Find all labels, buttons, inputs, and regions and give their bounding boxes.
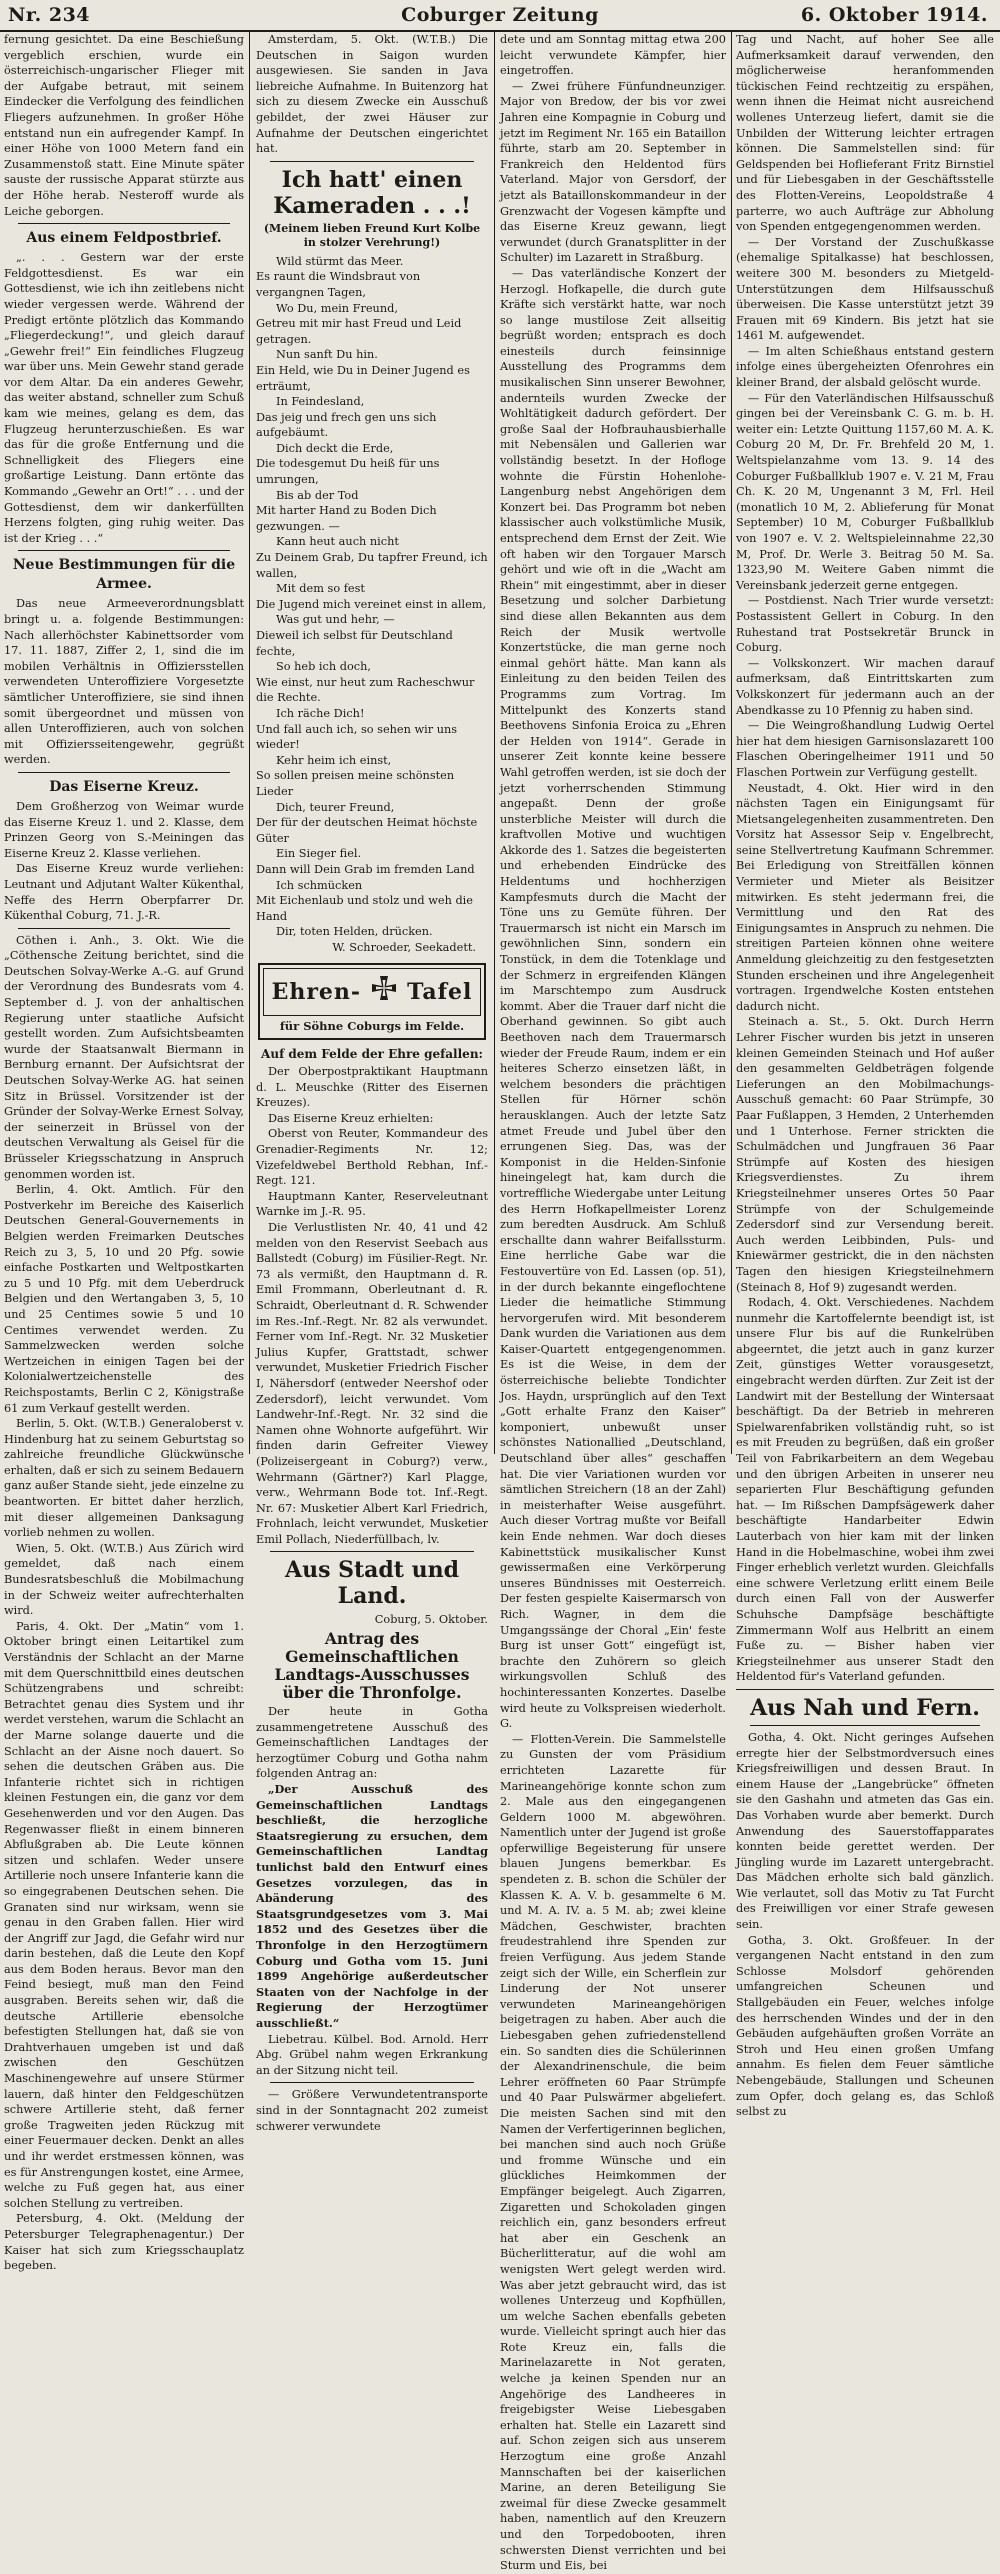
poem-line: Dich deckt die Erde, [276,441,394,455]
news-item: — Flotten-Verein. Die Sammelstelle zu Gunsten der vom Präsidium errichteten Lazarette für Marineangehörige konnte schon zum 2. Male aus den eingegangenen Geldern 1000 M. abgewöhren. Namentlich unter der Jugend ist große opferwillige Begeisterung für unsere blauen Jungens bemerkbar. Es spendeten z. B. schon die Schüler der Klassen K. A. V. b. gesammelte 6 M. und M. A. IV. a. 5 M. ab; zwei kleine Mädchen, Geschwister, brachten freudestrahlend ihre Spenden zur freien Verfügung. Aus jedem Stande zeigt sich der Wille, ein Scherflein zur Linderung der Not unserer verwundeten Marineangehörigen beigetragen zu haben. Aber auch die Liebesgaben gehen zufriedenstellend ein. So sandten dies die Schülerinnen der Alexandrinenschule, die beim Lehrer eröffneten 60 Paar Strümpfe und 40 Paar Pulswärmer abgeliefert. Die meisten Sachen sind mit den Namen der Verfertigerinnen beglichen, bei manchen sind auch noch Grüße und fromme Wünsche und ein glückliches Heimkommen der Empfänger beigelegt. Auch Zigarren, Zigaretten und Schokoladen gingen reichlich ein, ganz besonders erfreut hat aber ein Geschenk an Bücherlitteratur, auf die wohl am wenigsten Wert gelegt werden wird. Was aber jetzt gebraucht wird, das ist wollenes Unterzeug und Kopfhüllen, um welche Sachen ebenfalls gebeten wurde. Vielleicht springt auch hier das Rote Kreuz ein, falls die Marinelazarette in Not geraten, welche ja keinen Spenden nur an Angehörige des Landheeres in freigebigster Weise Liebesgaben erhalten hat. Stelle ein Lazarett sind auf. Schon zeigen sich aus unserem Herzogtum eine große Anzahl Mannschaften bei der kaiserlichen Marine, an deren Beteiligung Sie zweimal für diese Zwecke gesammelt haben, namentlich auf den Kreuzern und den Torpedobooten, ihren schwersten Dienst verrichten und bei Sturm und Eis, bei [500,1732,726,2573]
poem-line: Mit dem so fest [276,582,365,596]
poem-line: Der für der deutschen Heimat höchste Güter [256,816,478,845]
news-item: Wien, 5. Okt. (W.T.B.) Aus Zürich wird gemeldet, daß nach einem Bundesratsbeschluß die Mobilmachung in der Schweiz weiter aufrechterhalten wird. [4,1541,244,1618]
news-item: — Die Weingroßhandlung Ludwig Oertel hier hat dem hiesigen Garnisonslazarett 100 Flaschen Oberingelheimer 1911 und 50 Flaschen Portwein zur Verfügung gestellt. [736,719,994,779]
poem-line: Mit Eichenlaub und stolz und weh die Hand [256,894,473,923]
article-text: Der Oberpostpraktikant Hauptmann d. L. Meuschke (Ritter des Eisernen Kreuzes). [256,1065,488,1110]
column-divider [249,32,250,1454]
article-heading: Neue Bestimmungen für die Armee. [12,557,236,593]
article-text: „. . . Gestern war der erste Feldgottesdienst. Es war ein Gottesdienst, wie ich ihn zeitlebens nicht wieder vergessen werde. Während der Predigt ertönte plötzlich das Kommando „Fliegerdeckung!“, und gleich darauf „Gewehr frei!“ Ein feindliches Flugzeug war über uns. Mein Gewehr stand gerade vor dem Altar. Da ein anderes Gewehr, das weiter abstand, schneller zum Schuß kam wie meines, gelang es dem, das Flugzeug herunterzuschießen. Es war das für die große Entfernung und die Schnelligkeit des Fliegers eine großartige Leistung. Dann ertönte das Kommando „Gewehr an Ort!“ . . . und der Gottesdienst, dem wir dankerfüllten Herzens folgten, ging ruhig weiter. Das ist der Krieg . . .“ [4,251,244,545]
news-item: — Postdienst. Nach Trier wurde versetzt: Postassistent Gellert in Coburg. In den Ruhestand trat Postsekretär Brunck in Coburg. [736,594,994,655]
poem-line: Die todesgemut Du heiß für uns umrungen, [256,457,440,487]
poem-line: Was gut und hehr, — [276,613,395,627]
poem-line: Mit harter Hand zu Boden Dich gezwungen. — [256,504,437,533]
article-text: Dem Großherzog von Weimar wurde das Eiserne Kreuz 1. und 2. Klasse, dem Prinzen Georg von S.-Meiningen das Eiserne Kreuz 2. Klasse verliehen. [4,799,244,860]
article-text: Hauptmann Kanter, Reserveleutnant Warnke im J.-R. 95. [256,1189,488,1219]
poem-line: Wild stürmt das Meer. [276,254,404,268]
poem-line: Ein Held, wie Du in Deiner Jugend es erträumt, [256,363,470,393]
masthead [0,0,1000,32]
ehren-tafel-subtitle: für Söhne Coburgs im Felde. [279,1019,465,1034]
issue-date: 6. Oktober 1914. [800,4,988,26]
ehren-tafel-right: Tafel [407,978,473,1005]
poem-line: Dann will Dein Grab im fremden Land [256,862,475,876]
article-heading: Aus einem Feldpostbrief. [26,230,222,247]
news-item: Rodach, 4. Okt. Verschiedenes. Nachdem nunmehr die Kartoffelernte beendigt ist, ist unsere Flur bis auf die Runkelrüben abgeerntet, die jetzt auch in ganz kurzer Zeit, günstiges Wetter vorausgesetzt, eingebracht werden dürften. Zur Zeit ist der Landwirt mit der Bestellung der Wintersaat beschäftigt. Da der Betrieb in mehreren Spielwarenfabriken vollständig ruht, so ist es mit Freuden zu begrüßen, daß ein großer Teil von Fabrikarbeitern an dem Wegebau und den übrigen Arbeiten in unserer neu separierten Flur Beschäftigung gefunden hat. — Im Rißschen Dampfsägewerk daher beschäftigte Handarbeiter Edwin Lauterbach von hier kam mit der linken Hand in die Hobelmaschine, wobei ihm zwei Finger erheblich verletzt wurden. Gleichfalls eine schwere Verletzung erlitt einem Beile durch einen Fall von der Auswerfer Schuhsche Dampfsäge beschäftigte Zimmermann Wolf aus Helbritt an einem Fuße zu. — Bisher haben vier Kriegsteilnehmer aus unserer Stadt den Heldentod für's Vaterland gefunden. [736,1296,994,1684]
news-item: — Volkskonzert. Wir machen darauf aufmerksam, daß Eintrittskarten zum Volkskonzert für jedermann auch an der Abendkasse zu 10 Pfennig zu haben sind. [736,656,994,717]
poem-line: Ein Sieger fiel. [276,847,362,861]
article-text: Der heute in Gotha zusammengetretene Ausschuß des Gemeinschaftlichen Landtages der herzogtümer Coburg und Gotha nahm folgenden Antrag an: [256,1705,488,1781]
news-item: Amsterdam, 5. Okt. (W.T.B.) Die Deutschen in Saigon wurden ausgewiesen. Sie sanden in Java liebreiche Aufnahme. In Buitenzorg hat sich zu diesem Zwecke ein Ausschuß gebildet, der zwei Häuser zur Aufnahme der Deutschen eingerichtet hat. [256,33,488,156]
news-item: — Größere Verwundetentransporte sind in der Sonntagnacht 202 zumeist schwerer verwundete [256,2088,488,2133]
article-text: Die Verlustlisten Nr. 40, 41 und 42 melden von den Reservist Seebach aus Ballstedt (Coburg) im Füsilier-Regt. Nr. 73 als vermißt, den Hauptmann d. R. Emil Frommann, Oberleutnant d. R. Schraidt, Oberleutnant d. R. Schwender im Res.-Inf.-Regt. Nr. 82 als verwundet. Ferner vom Inf.-Regt. Nr. 32 Musketier Julius Kupfer, Grattstadt, schwer verwundet, Musketier Friedrich Fischer I, Nähersdorf (entweder Neershof oder Zedersdorf), leicht verwundet. Vom Landwehr-Inf.-Regt. Nr. 32 sind die Namen ohne Wohnorte aufgeführt. Wir finden darin Gefreiter Viewey (Polizeisergeant in Coburg?) verw., Wehrmann (Gärtner?) Karl Plagge, verw., Wehrmann Bode tot. Inf.-Regt. Nr. 67: Musketier Albert Karl Friedrich, Frohnlach, leicht verwundet, Musketier Emil Pollach, Niederfüllbach, lv. [256,1221,488,1546]
section-title: Aus Stadt und Land. [285,1557,459,1610]
news-item: — Zwei frühere Fünfundneunziger. Major von Bredow, der bis vor zwei Jahren eine Kompagnie in Coburg und jetzt im Regiment Nr. 165 ein Bataillon führte, starb am 20. September in Frankreich den Heldentod fürs Vaterland. Major von Gersdorf, der jetzt als Bataillonskommandeur in der Grenzwacht der Vogesen kämpfte und das Eiserne Kreuz gewann, liegt verwundet (durch Granatsplitter in der Schulter) im Lazarett in Straßburg. [500,79,726,265]
news-item: Gotha, 3. Okt. Großfeuer. In der vergangenen Nacht entstand in den zum Schlosse Molsdorf gehörenden umfangreichen Scheunen und Stallgebäuden ein Feuer, welches infolge des herrschenden Windes und der in den Gebäuden aufgehäuften großen Vorräte an Stroh und Heu einen großen Umfang annahm. Es fielen dem Feuer sämtliche Nebengebäude, Stallungen und Scheunen zum Opfer, doch gelang es, das Schloß selbst zu [736,1933,994,2119]
column-3 [500,32,726,2573]
article-text: „Der Ausschuß des Gemeinschaftlichen Landtags beschließt, die herzogliche Staatsregierung zu ersuchen, dem Gemeinschaftlichen Landtag tunlichst bald den Entwurf eines Gesetzes vorzulegen, das in Abänderung des Staatsgrundgesetzes vom 3. Mai 1852 und des Gesetzes über die Thronfolge in den Herzogtümern Coburg und Gotha vom 15. Juni 1899 Angehörige außerdeutscher Staaten von der Nachfolge in der Regierung der Herzogtümer ausschließt.“ [256,1782,488,2030]
article-text: fernung gesichtet. Da eine Beschießung vergeblich erschien, wurde ein österreichisch-ungarischer Flieger mit der Aufgabe betraut, mit seinem Eindecker die Verfolgung des feindlichen Fliegers aufzunehmen. In großer Höhe entstand nun ein aufregender Kampf. In einer Höhe von 1000 Metern fand ein Zusammenstoß statt. Eine Minute später sauste der russische Apparat stürzte aus der Höhe herab. Nesteroff wurde als Leiche geborgen. [4,33,244,218]
dateline: Coburg, 5. Oktober. [374,1613,488,1627]
divider [18,550,230,551]
news-item: Gotha, 4. Okt. Nicht geringes Aufsehen erregte hier der Selbstmordversuch eines Kriegsfreiwilligen und dessen Braut. In einem Hause der „Langebrücke“ öffneten sie den Gashahn und atmeten das Gas ein. Das Vorhaben wurde aber bemerkt. Durch Anwendung des Sauerstoffapparates konnten beide gerettet werden. Der Jüngling wurde im Lazarett untergebracht. Das Mädchen erholte sich bald gänzlich. Wie verlautet, soll das Motiv zu Tat Furcht des Freiwilligen vor einer Strafe gewesen sein. [736,1730,994,1932]
poem-dedication: (Meinem lieben Freund Kurt Kolbe in stolzer Verehrung!) [263,221,481,249]
poem-line: Getreu mit mir hast Freud und Leid getragen. [256,317,462,346]
news-item: Petersburg, 4. Okt. (Meldung der Petersburger Telegraphenagentur.) Der Kaiser hat sich zum Kriegsschauplatz begeben. [4,2212,244,2273]
poem-author: W. Schroeder, Seekadett. [332,940,476,954]
poem-line: Ich räche Dich! [276,706,365,720]
news-item: — Für den Vaterländischen Hilfsausschuß gingen bei der Vereinsbank C. G. m. b. H. weiter ein: Letzte Quittung 1157,60 M. A. K. Coburg 20 M, Dr. Fr. Brehfeld 20 M, 1. Weltspielanzahme vom 13. 9. 14 des Coburger Fußballklub 1907 e. V. 21 M, Frau Ch. K. 20 M, Ungenannt 3 M, Frl. Heil (monatlich 10 M, 2. Ablieferung für Monat September) 10 M, Coburger Fußballklub von 1907 e. V. 2. Weltspieleinnahme 22,30 M, Prof. Dr. Werle 3. Beitrag 50 M. Sa. 1323,90 M. Weitere Gaben nimmt die Vereinsbank jederzeit gerne entgegen. [736,391,994,592]
column-divider [731,32,732,1454]
news-item: Berlin, 4. Okt. Amtlich. Für den Postverkehr im Bereiche des Kaiserlich Deutschen General-Gouvernements in Belgien werden Freimarken Deutsches Reich zu 3, 5, 10 und 20 Pfg. sowie einfache Postkarten und Weltpostkarten zu 5 und 10 Pfg. mit dem Ueberdruck Belgien und den Wertangaben 3, 5, 10 und 25 Centimes sowie 5 und 10 Centimes verwendet werden. Zu Sammelzwecken werden solche Wertzeichen in einigen Tagen bei der Kolonialwertzeichenstelle des Reichspostamts, Berlin C 2, Königstraße 61 zum Verkauf gestellt werden. [4,1183,244,1415]
divider [18,772,230,773]
poem-line: Es raunt die Windsbraut von vergangnen Tagen, [256,270,421,299]
article-heading: Das Eiserne Kreuz. [49,778,199,795]
article-text: Tag und Nacht, auf hoher See alle Aufmerksamkeit darauf verwenden, den möglicherweise heranfommenden tückischen Feind rechtzeitig zu erspähen, wenn ihnen die Heimat nicht ausreichend wollenes Unterzeug liefert, damit sie die Unbilden der Witterung leichter ertragen können. Die Sammelstellen sind: für Geldspenden bei Hoflieferant Fritz Birnstiel und für Liebesgaben in der Geschäftsstelle des Flotten-Vereins, Leopoldstraße 4 parterre, wo auch Aufträge zur Abholung von Spenden entgegengenommen werden. [736,33,994,234]
poem-line: So heb ich doch, [276,660,371,674]
article-text: Das Eiserne Kreuz wurde verliehen: Leutnant und Adjutant Walter Kükenthal, Neffe des Herrn Oberpfarrer Dr. Kükenthal Coburg, 71. J.-R. [4,862,244,923]
divider [270,2082,474,2083]
poem-line: Kehr heim ich einst, [276,753,392,767]
news-item: Berlin, 5. Okt. (W.T.B.) Generaloberst v. Hindenburg hat zu seinem Geburtstag so zahlreiche freundliche Glückwünsche erhalten, daß er sich zu seinem Bedauern ganz außer Stande sieht, jede einzelne zu beantworten. Er bittet daher herzlich, mit dieser allgemeinen Danksagung vorlieb nehmen zu wollen. [4,1417,244,1540]
ehren-tafel-left: Ehren- [271,978,362,1005]
news-item: Steinach a. St., 5. Okt. Durch Herrn Lehrer Fischer wurden bis jetzt in unseren kleinen Gemeinden Steinach und Hof außer den gesammelten Geldbeträgen folgende Lieferungen an den Mobilmachungs-Ausschuß gemacht: 60 Paar Strümpfe, 30 Paar Fußlappen, 3 Hemden, 2 Unterhemden und 1 Unterhose. Ferner strickten die Schulmädchen und Jungfrauen 36 Paar Strümpfe auf Kosten des hiesigen Kriegsverdienstes. Zu ihrem Kriegsteilnehmer unseres Ortes 50 Paar Strümpfe von der Schulgemeinde Zedersdorf sind zur Versendung bereit. Auch werden Leibbinden, Puls- und Kniewärmer gestrickt, die in den nächsten Tagen den hiesigen Kriegsteilnehmern (Steinach 8, Hof 9) zugesandt werden. [736,1015,994,1294]
article-text: dete und am Sonntag mittag etwa 200 leicht verwundete Kämpfer, hier eingetroffen. [500,33,726,78]
column-1 [4,32,244,2273]
poem-line: Und fall auch ich, so sehen wir uns wieder! [256,722,458,752]
article-text: Das Eiserne Kreuz erhielten: [268,1111,434,1125]
poem-line: Kann heut auch nicht [276,535,399,549]
poem-line: Dir, toten Helden, drücken. [276,925,433,939]
section-title: Aus Nah und Fern. [750,1694,980,1721]
divider [270,1551,474,1552]
ehren-tafel-box [258,963,486,1040]
news-item: — Im alten Schießhaus entstand gestern infolge eines übergeheizten Ofenrohres ein kleiner Brand, der alsbald gelöscht wurde. [736,344,994,390]
poem-line: Das jeig und frech gen uns sich aufgebäumt. [256,410,437,440]
poem-line: Dieweil ich selbst für Deutschland fechte, [256,629,453,658]
article-text: Das neue Armeeverordnungsblatt bringt u. a. folgende Bestimmungen: Nach allerhöchster Kabinettsorder vom 17. 11. 1887, Ziffer 2, 1, sind die im mobilen Verhältnis in Offiziersstellen verwendeten Unteroffiziere Vorgesetzte sämtlicher Unteroffiziere, sie sind ihnen somit übergeordnet und müssen von allen Unteroffizieren, auch von solchen mit Offiziersseitengewehr, gegrüßt werden. [4,597,244,767]
issue-number: Nr. 234 [8,4,91,26]
divider [750,1725,980,1726]
poem-line: Wo Du, mein Freund, [276,301,398,315]
poem-line: Nun sanft Du hin. [276,348,378,362]
article-text: Oberst von Reuter, Kommandeur des Grenadier-Regiments Nr. 12; Vizefeldwebel Berthold Rebhan, Inf.-Regt. 121. [256,1127,488,1188]
news-item: — Das vaterländische Konzert der Herzogl. Hofkapelle, die durch gute Kräfte sich verstärkt hatte, war noch so lange mustilose Zeit allseitig begrüßt worden; entsprach es doch einesteils durch feinsinnige Ausstellung des Programms dem musikalischen Sinn unserer Bewohner, andernteils wurden Zwecke der Wohltätigkeit dadurch gefördert. Der große Saal der Hofbrauhausbierhalle mit Nebensälen und Gallerien war vollständig besetzt. In der Hofloge wohnte die Fürstin Hohenlohe-Langenburg nebst Angehörigen dem Konzert bei. Das Programm bot neben klassischer auch volkstümliche Musik, entsprechend dem Ernst der Zeit. Wie oft haben wir den Torgauer Marsch gehört und wie oft in die „Wacht am Rhein“ mit eingestimmt, aber in dieser Besetzung und solcher Darbietung sind diese allen Bekannten aus dem Reich der Musik wertvolle Konzertstücke, die man gerne noch einmal gehört hätte. Man kann als Einleitung zu den beiden Teilen des Programms zum Vortrag. Im Mittelpunkt des Konzerts stand Beethovens Sinfonia Eroica zu „Ehren der Helden von 1914“. Gerade in unserer Zeit konnte keine bessere Wahl getroffen werden, ist sie doch der jetzt vorherrschenden Stimmung angepaßt. Denn der große unsterbliche Meister will durch die kraftvollen Motive und wuchtigen Akkorde des 1. Satzes die begeisterten und erhebenden Eindrücke des Heldentums und hochherzigen Kampfesmuts durch die Macht der Töne uns zu Gemüte führen. Der Trauermarsch ist nicht ein Marsch im gewöhnlichen Sinn, sondern ein Tonstück, in dem die Totenklage und der Schmerz in ergreifenden Klängen im Marschtempo zum Ausdruck kommt. Aber die Trauer darf nicht die Oberhand gewinnen. So gibt auch Beethoven nach dem Trauermarsch wieder der Freude Raum, indem er ein heiteres Scherzo einsetzen läßt, in welchem besonders die prächtigen Stellen für Hörner schön herausklangen. Auch der letzte Satz atmet Freude und Jubel über den errungenen Sieg. Das, was der Komponist in die Helden-Sinfonie hineingelegt hat, kam durch die vortreffliche Wiedergabe unter Leitung des Herrn Hofkapellmeister Lorenz zum beredten Ausdruck. Am Schluß erschallte dann wahrer Beifallssturm. Eine herrliche Gabe war die Festouvertüre von Ed. Lassen (op. 51), in der durch bekannte eingeflochtene Lieder die heimatliche Stimmung hervorgerufen wird. Mit besonderem Dank wurden die Variationen aus dem Kaiser-Quartett entgegengenommen. Es ist die Weise, in dem der österreichische beliebte Tondichter Jos. Haydn, ursprünglich auf den Text „Gott erhalte Franz den Kaiser“ komponiert, unbewußt unser schönstes Nationallied „Deutschland, Deutschland über alles“ geschaffen hat. Die vier Variationen wurden vor sämtlichen Streichern (18 an der Zahl) in meisterhafter Weise ausgeführt. Auch dieser Vortrag mußte vor Beifall kein Ende nehmen. War doch dieses Kabinettstück musikalischer Kunst gewissermaßen eine Verkörperung unseres Bündnisses mit Oesterreich. Der festen gespielte Kaisermarsch von Rich. Wagner, in dem die Umgangssänge der Choral „Ein' feste Burg ist unser Gott“ eingefügt ist, brachte den Zuhörern so gleich wirkungsvollen Schluß des hochinteressanten Konzertes. Daselbe wird heute zu Volkspreisen wiederholt. G. [500,266,726,1731]
news-item: Paris, 4. Okt. Der „Matin“ vom 1. Oktober bringt einen Leitartikel zum Verständnis der Schlacht an der Marne mit dem Querschnittbild eines deutschen Schützengrabens und schreibt: Betrachtet genau dies System und ihr werdet verstehen, warum die Schlacht an der Marne solange dauerte und die Schlacht an der Aisne noch dauert. So sehen die deutschen Gräben aus. Die Infanterie richtet sich in richtigen kleinen Festungen ein, die ganz vor dem Gesehenwerden und vor den Augen. Das Regenwasser fließt in einem binneren Abflußgraben ab. Die Leute können sitzen und schlafen. Weder unsere Artillerie noch unsere Infanterie kann die so eingegrabenen Deutschen sehen. Die Granaten sind nur wirksam, wenn sie genau in den Graben fallen. Hier wird der Angriff zur Jagd, die Gefahr wird nur darin bestehen, daß die Leute den Kopf aus dem Boden heraus. Bevor man den Feind besiegt, muß man den Feind ausgraben. Bereits sehen wir, daß die deutsche Artillerie ebensolche befestigten Stellungen hat, daß sie von Drahtverhauen umgeben ist und daß zwischen den Geschützen Maschinengewehre auf unsere Stürmer lauern, daß hinter den Feldgeschützen schwere Artillerie steht, daß ferner große Tragweiten jeden Rückzug mit einer Feuermauer decken. Denkt an alles und ihr werdet erstmessen können, was es für Anstrengungen kostet, eine Armee, welche zu Fuß gegen hat, aus einer solchen Stellung zu vertreiben. [4,1619,244,2210]
poem-line: In Feindesland, [276,395,365,409]
divider [736,1689,994,1690]
poem-title: Ich hatt' einen Kameraden . . .! [273,166,471,219]
divider [18,928,230,929]
poem-line: Die Jugend mich vereinet einst in allem, [256,597,487,611]
column-divider [494,32,495,1454]
poem-line: Bis ab der Tod [276,488,359,502]
poem-line: Zu Deinem Grab, Du tapfrer Freund, ich wallen, [256,551,488,580]
column-2 [256,32,488,2133]
article-heading: Antrag des Gemeinschaftlichen Landtags-Ausschusses über die Thronfolge. [274,1629,470,1703]
section-heading: Auf dem Felde der Ehre gefallen: [261,1047,483,1062]
newspaper-title: Coburger Zeitung [401,4,599,26]
divider [18,223,230,224]
article-text: Liebetrau. Külbel. Bod. Arnold. Herr Abg. Grübel nahm wegen Erkrankung an der Sitzung nicht teil. [256,2032,488,2077]
poem-line: Dich, teurer Freund, [276,800,395,814]
poem [256,254,488,940]
poem-line: Wie einst, nur heut zum Racheschwur die Rechte. [256,675,475,705]
poem-line: So sollen preisen meine schönsten Lieder [256,769,455,798]
column-4 [736,32,994,2119]
poem-line: Ich schmücken [276,878,363,892]
iron-cross-icon [367,975,401,1009]
news-item: Cöthen i. Anh., 3. Okt. Wie die „Cöthensche Zeitung berichtet, sind die Deutschen Solvay-Werke A.-G. auf Grund der Verordnung des Bundesrats vom 4. September d. J. von der anhaltischen Regierung unter staatliche Aufsicht gestellt worden. Zum Aufsichtsbeamten wurde der Staatsanwalt Biermann in Bernburg ernannt. Der Aufsichtsrat der Deutschen Solvay-Werke AG. hat seinen Sitz in Brüssel. Vorsitzender ist der Gründer der Solvay-Werke Ernest Solvay, der seinerzeit in Brüssel von der deutschen Verwaltung als Geisel für die Brüsseler Kriegsschatzung in Anspruch genommen worden ist. [4,933,244,1181]
news-item: Neustadt, 4. Okt. Hier wird in den nächsten Tagen ein Einigungsamt für Mietsangelegenheiten zusammentreten. Den Vorsitz hat Assessor Seip v. Engelbrecht, seine Stellvertretung Kaufmann Schremmer. Bei Erledigung von Streitfällen können Vermieter und Mieter als Beisitzer mitwirken. Es steht jedermann frei, die Vermittlung und den Rat des Einigungsamtes in Anspruch zu nehmen. Die streitigen Parteien können ohne weitere Anmeldung gleichzeitig zu den festgesetzten Stunden erscheinen und ihre Angelegenheit vortragen. Irgendwelche Kosten entstehen dadurch nicht. [736,781,994,1013]
news-item: — Der Vorstand der Zuschußkasse (ehemalige Spitalkasse) hat beschlossen, weitere 300 M. besonders zu Mietgeld-Unterstützungen dem Hilfsausschuß überweisen. Die Kasse unterstützt jetzt 39 Frauen mit 69 Kindern. Bis jetzt hat sie 1461 M. aufgewendet. [736,235,994,343]
divider [270,161,474,162]
